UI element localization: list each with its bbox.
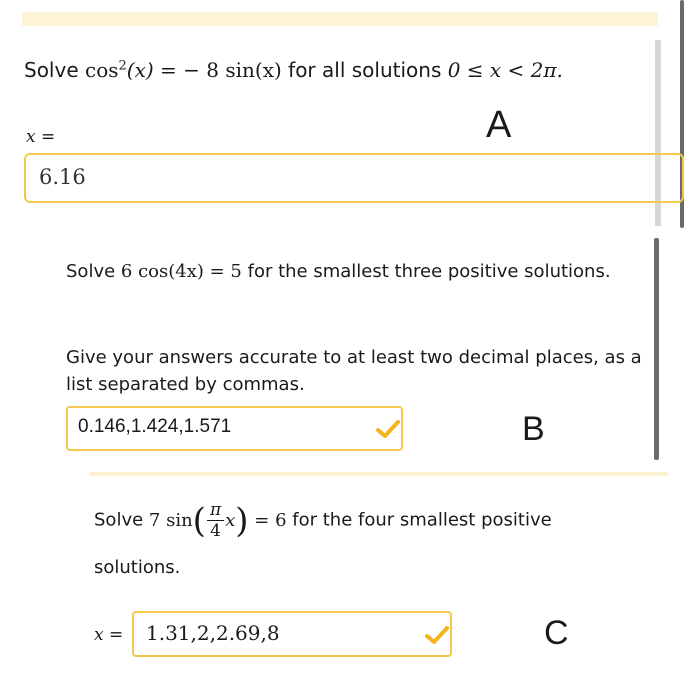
answer-a-label: x = [26, 127, 56, 147]
check-icon [425, 625, 449, 645]
question-a-prefix: Solve [24, 58, 79, 82]
question-b-prefix: Solve [66, 261, 116, 282]
marker-b: B [522, 410, 545, 448]
question-b [66, 258, 646, 285]
question-a-mid: for all solutions [288, 58, 442, 82]
top-highlight-band [22, 12, 658, 26]
section-c-top-band [90, 472, 668, 476]
question-c [94, 500, 552, 541]
question-b-equation: 6 cos(4x) = 5 [120, 261, 242, 282]
question-b-instructions: Give your answers accurate to at least two decimal places, as a list separated by commas. [66, 347, 642, 395]
answer-c-label: x = [94, 625, 124, 645]
question-a [24, 58, 563, 82]
question-c-prefix: Solve [94, 509, 144, 531]
answer-c-input[interactable]: 1.31,2,2.69,8 [132, 611, 452, 657]
question-b-suffix: for the smallest three positive solutions. [247, 261, 611, 282]
question-a-equation: $\cos^2(x)$ = − 8 sin(x) [85, 58, 282, 82]
answer-b-input[interactable]: 0.146,1.424,1.571 [66, 406, 403, 451]
marker-c: C [544, 614, 569, 652]
check-icon [376, 419, 400, 439]
scrollbar-section-b[interactable] [654, 238, 659, 460]
question-c-equation: 7 sin( $\frac{\pi}{4}$ x) = 6 [148, 500, 287, 541]
marker-a: A [486, 104, 512, 146]
question-c-suffix: for the four smallest positive [292, 509, 552, 531]
question-c-continuation: solutions. [94, 557, 181, 578]
question-a-range: 0 ≤ x < 2π. [447, 58, 563, 82]
answer-a-input[interactable]: 6.16 [24, 153, 684, 203]
